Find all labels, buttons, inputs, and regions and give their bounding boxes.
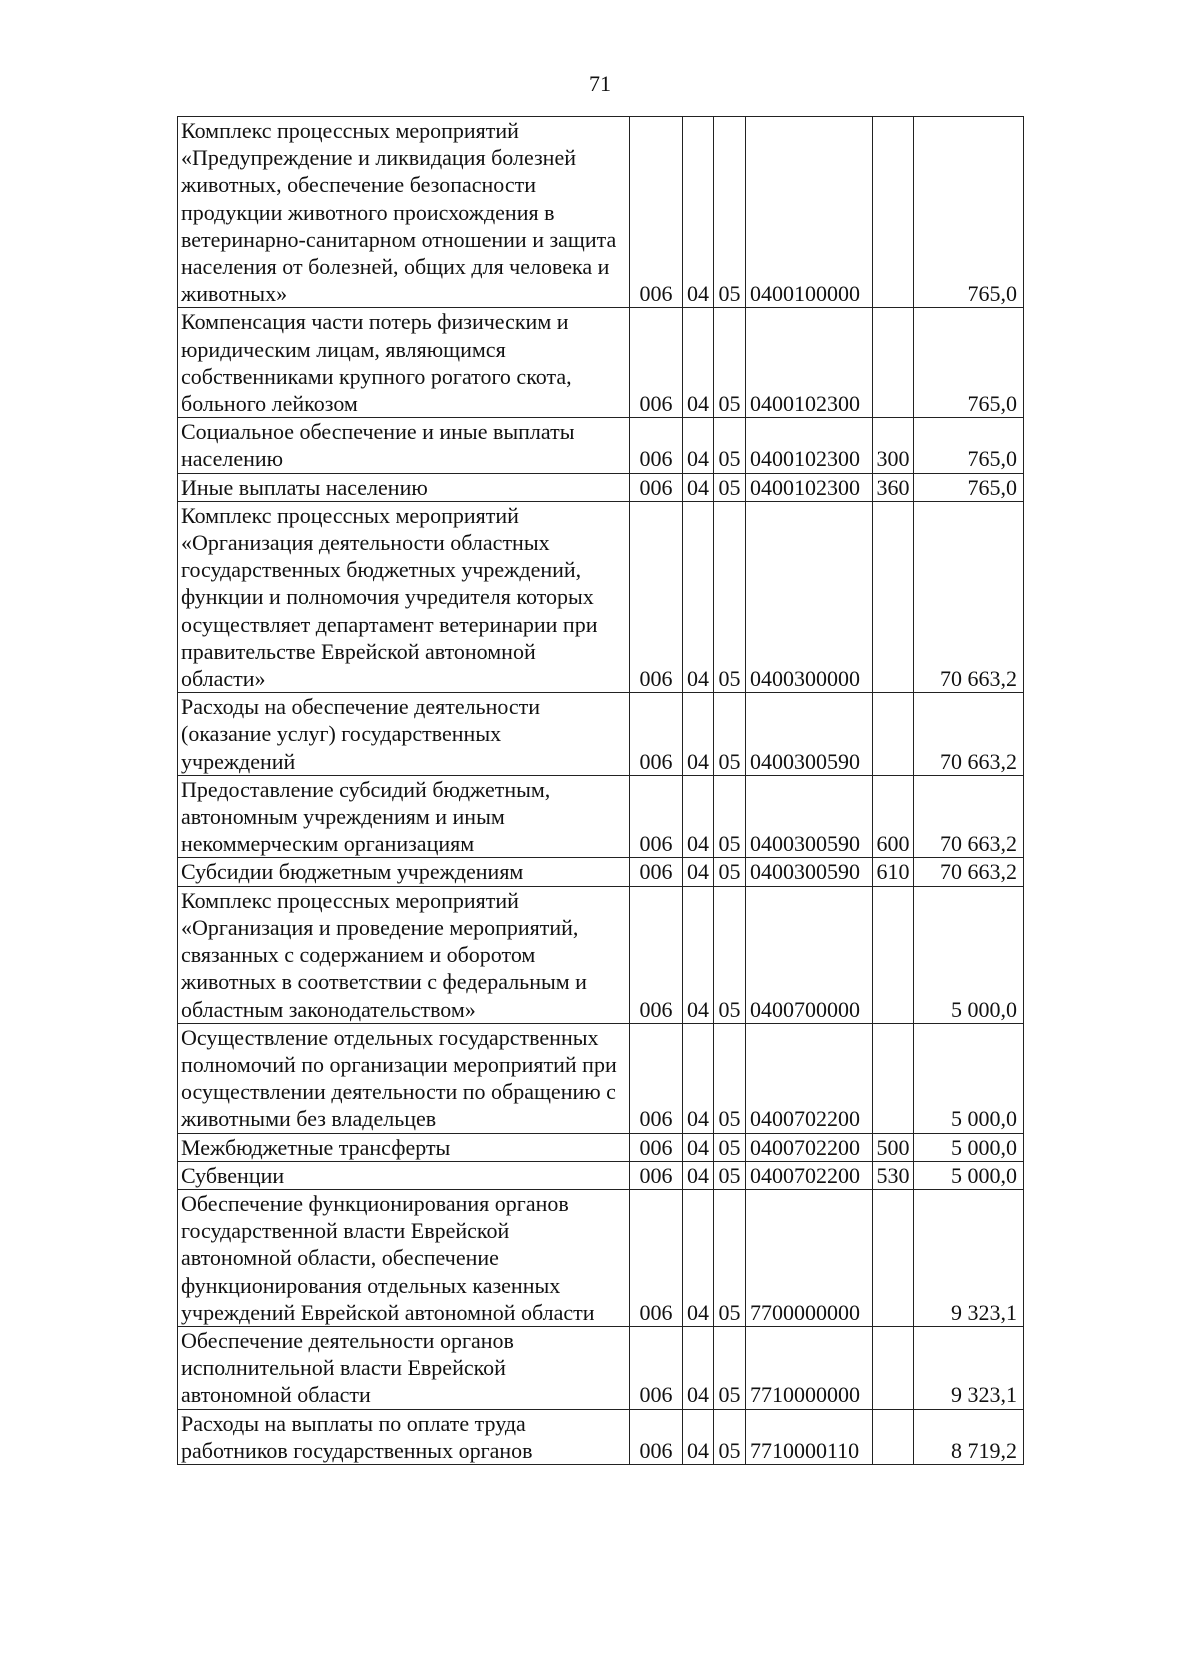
section-code-cell: 04: [683, 886, 714, 1023]
ministry-code-cell: 006: [630, 1023, 683, 1133]
table-row: [178, 775, 1024, 858]
row-name-cell: Предоставление субсидий бюджетным, автономным учреждениям и иным некоммерческим организациям: [178, 775, 630, 858]
ministry-code-cell: 006: [630, 501, 683, 692]
table-row: [178, 1133, 1024, 1161]
ministry-code-cell: 006: [630, 693, 683, 776]
row-name-cell: Расходы на обеспечение деятельности (оказание услуг) государственных учреждений: [178, 693, 630, 776]
page-number: 71: [589, 71, 611, 96]
row-name-cell: Субвенции: [178, 1161, 630, 1189]
target-article-cell: 7710000110: [746, 1409, 873, 1464]
target-article-cell: 0400300590: [746, 775, 873, 858]
subsection-code-cell: 05: [714, 418, 746, 473]
ministry-code-cell: 006: [630, 886, 683, 1023]
section-code-cell: 04: [683, 1326, 714, 1409]
table-row: [178, 858, 1024, 886]
target-article-cell: 0400702200: [746, 1023, 873, 1133]
subsection-code-cell: 05: [714, 1161, 746, 1189]
table-row: [178, 308, 1024, 418]
expense-type-cell: [873, 1409, 914, 1464]
subsection-code-cell: 05: [714, 501, 746, 692]
amount-cell: 765,0: [914, 473, 1024, 501]
section-code-cell: 04: [683, 858, 714, 886]
subsection-code-cell: 05: [714, 1326, 746, 1409]
ministry-code-cell: 006: [630, 858, 683, 886]
row-name-cell: Иные выплаты населению: [178, 473, 630, 501]
subsection-code-cell: 05: [714, 1189, 746, 1326]
target-article-cell: 0400102300: [746, 473, 873, 501]
expense-type-cell: 360: [873, 473, 914, 501]
target-article-cell: 0400300590: [746, 858, 873, 886]
table-row: [178, 418, 1024, 473]
row-name-cell: Комплекс процессных мероприятий «Организация деятельности областных государственных бюджетных учреждений, функции и полномочия учредителя которых осуществляет департамент ветеринарии при правительстве Еврейской автономной области»: [178, 501, 630, 692]
table-row: [178, 1161, 1024, 1189]
table-row: [178, 473, 1024, 501]
expense-type-cell: [873, 1326, 914, 1409]
amount-cell: 5 000,0: [914, 1161, 1024, 1189]
table-row: [178, 1023, 1024, 1133]
target-article-cell: 0400702200: [746, 1133, 873, 1161]
section-code-cell: 04: [683, 775, 714, 858]
ministry-code-cell: 006: [630, 473, 683, 501]
section-code-cell: 04: [683, 117, 714, 308]
section-code-cell: 04: [683, 1023, 714, 1133]
expense-type-cell: 500: [873, 1133, 914, 1161]
ministry-code-cell: 006: [630, 117, 683, 308]
amount-cell: 70 663,2: [914, 858, 1024, 886]
section-code-cell: 04: [683, 1133, 714, 1161]
amount-cell: 70 663,2: [914, 775, 1024, 858]
expense-type-cell: [873, 308, 914, 418]
expense-type-cell: [873, 886, 914, 1023]
amount-cell: 9 323,1: [914, 1326, 1024, 1409]
target-article-cell: 7710000000: [746, 1326, 873, 1409]
subsection-code-cell: 05: [714, 1023, 746, 1133]
amount-cell: 5 000,0: [914, 886, 1024, 1023]
ministry-code-cell: 006: [630, 775, 683, 858]
section-code-cell: 04: [683, 693, 714, 776]
row-name-cell: Обеспечение деятельности органов исполнительной власти Еврейской автономной области: [178, 1326, 630, 1409]
amount-cell: 70 663,2: [914, 693, 1024, 776]
row-name-cell: Субсидии бюджетным учреждениям: [178, 858, 630, 886]
row-name-cell: Комплекс процессных мероприятий «Предупреждение и ликвидация болезней животных, обеспечение безопасности продукции животного происхождения в ветеринарно-санитарном отношении и защита населения от болезней, общих для человека и животных»: [178, 117, 630, 308]
section-code-cell: 04: [683, 1409, 714, 1464]
budget-table-body: [178, 117, 1024, 1465]
target-article-cell: 0400702200: [746, 1161, 873, 1189]
ministry-code-cell: 006: [630, 1409, 683, 1464]
expense-type-cell: 530: [873, 1161, 914, 1189]
target-article-cell: 0400100000: [746, 117, 873, 308]
subsection-code-cell: 05: [714, 858, 746, 886]
target-article-cell: 0400102300: [746, 418, 873, 473]
amount-cell: 765,0: [914, 308, 1024, 418]
row-name-cell: Компенсация части потерь физическим и юридическим лицам, являющимся собственниками крупного рогатого скота, больного лейкозом: [178, 308, 630, 418]
section-code-cell: 04: [683, 1189, 714, 1326]
ministry-code-cell: 006: [630, 418, 683, 473]
row-name-cell: Межбюджетные трансферты: [178, 1133, 630, 1161]
subsection-code-cell: 05: [714, 308, 746, 418]
ministry-code-cell: 006: [630, 1133, 683, 1161]
target-article-cell: 7700000000: [746, 1189, 873, 1326]
amount-cell: 70 663,2: [914, 501, 1024, 692]
table-row: [178, 501, 1024, 692]
subsection-code-cell: 05: [714, 886, 746, 1023]
subsection-code-cell: 05: [714, 473, 746, 501]
expense-type-cell: [873, 501, 914, 692]
amount-cell: 5 000,0: [914, 1133, 1024, 1161]
section-code-cell: 04: [683, 473, 714, 501]
target-article-cell: 0400102300: [746, 308, 873, 418]
subsection-code-cell: 05: [714, 117, 746, 308]
ministry-code-cell: 006: [630, 308, 683, 418]
table-row: [178, 1409, 1024, 1464]
budget-table: [177, 116, 1024, 1465]
section-code-cell: 04: [683, 501, 714, 692]
row-name-cell: Осуществление отдельных государственных полномочий по организации мероприятий при осуществлении деятельности по обращению с животными без владельцев: [178, 1023, 630, 1133]
row-name-cell: Комплекс процессных мероприятий «Организация и проведение мероприятий, связанных с содержанием и оборотом животных в соответствии с федеральным и областным законодательством»: [178, 886, 630, 1023]
section-code-cell: 04: [683, 308, 714, 418]
amount-cell: 765,0: [914, 117, 1024, 308]
row-name-cell: Расходы на выплаты по оплате труда работников государственных органов: [178, 1409, 630, 1464]
subsection-code-cell: 05: [714, 693, 746, 776]
amount-cell: 765,0: [914, 418, 1024, 473]
subsection-code-cell: 05: [714, 1409, 746, 1464]
subsection-code-cell: 05: [714, 1133, 746, 1161]
expense-type-cell: 300: [873, 418, 914, 473]
expense-type-cell: 610: [873, 858, 914, 886]
row-name-cell: Обеспечение функционирования органов государственной власти Еврейской автономной области, обеспечение функционирования отдельных казенных учреждений Еврейской автономной области: [178, 1189, 630, 1326]
section-code-cell: 04: [683, 418, 714, 473]
table-row: [178, 117, 1024, 308]
ministry-code-cell: 006: [630, 1161, 683, 1189]
subsection-code-cell: 05: [714, 775, 746, 858]
amount-cell: 5 000,0: [914, 1023, 1024, 1133]
expense-type-cell: 600: [873, 775, 914, 858]
table-row: [178, 1189, 1024, 1326]
target-article-cell: 0400300590: [746, 693, 873, 776]
expense-type-cell: [873, 1023, 914, 1133]
row-name-cell: Социальное обеспечение и иные выплаты населению: [178, 418, 630, 473]
target-article-cell: 0400300000: [746, 501, 873, 692]
table-row: [178, 693, 1024, 776]
target-article-cell: 0400700000: [746, 886, 873, 1023]
ministry-code-cell: 006: [630, 1189, 683, 1326]
ministry-code-cell: 006: [630, 1326, 683, 1409]
amount-cell: 8 719,2: [914, 1409, 1024, 1464]
expense-type-cell: [873, 693, 914, 776]
expense-type-cell: [873, 117, 914, 308]
table-row: [178, 886, 1024, 1023]
table-row: [178, 1326, 1024, 1409]
section-code-cell: 04: [683, 1161, 714, 1189]
expense-type-cell: [873, 1189, 914, 1326]
amount-cell: 9 323,1: [914, 1189, 1024, 1326]
